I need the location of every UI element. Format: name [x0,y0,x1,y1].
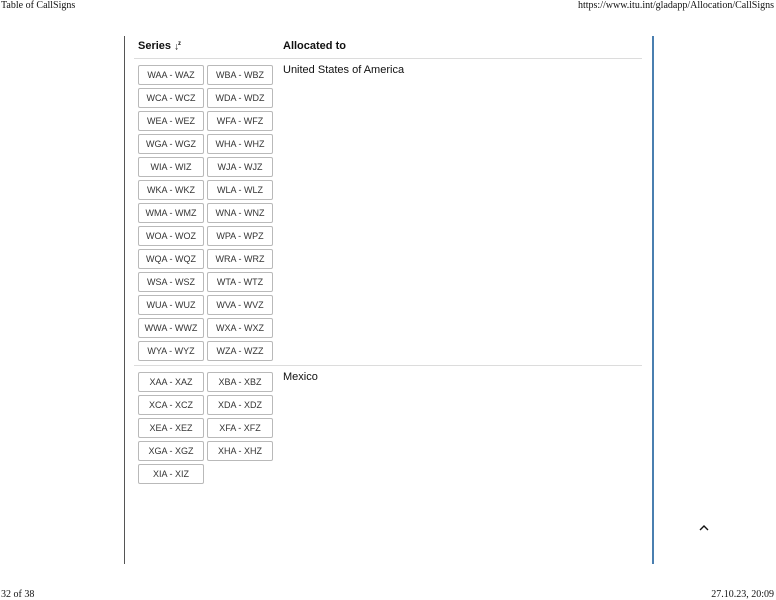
series-button[interactable]: WIA - WIZ [138,157,204,177]
series-button[interactable]: WEA - WEZ [138,111,204,131]
series-button[interactable]: WNA - WNZ [207,203,273,223]
content-right-border [652,36,654,564]
print-header-url: https://www.itu.int/gladapp/Allocation/CallSigns [577,0,774,11]
series-button[interactable]: WAA - WAZ [138,65,204,85]
chevron-up-icon[interactable] [697,521,711,535]
content-left-border [124,36,125,564]
series-button[interactable]: WFA - WFZ [207,111,273,131]
table-header [134,36,642,59]
series-list [138,372,278,484]
series-button[interactable]: WHA - WHZ [207,134,273,154]
series-button[interactable]: XEA - XEZ [138,418,204,438]
series-button[interactable]: WKA - WKZ [138,180,204,200]
series-button[interactable]: WCA - WCZ [138,88,204,108]
series-button[interactable]: WDA - WDZ [207,88,273,108]
series-button[interactable]: XHA - XHZ [207,441,273,461]
callsign-table [134,36,642,490]
series-button[interactable]: XIA - XIZ [138,464,204,484]
series-button[interactable]: WQA - WQZ [138,249,204,269]
allocated-country: Mexico [283,371,318,383]
series-button[interactable]: WVA - WVZ [207,295,273,315]
series-button[interactable]: XBA - XBZ [207,372,273,392]
series-button[interactable]: WPA - WPZ [207,226,273,246]
series-button[interactable]: WUA - WUZ [138,295,204,315]
series-button[interactable]: WYA - WYZ [138,341,204,361]
table-row [134,366,642,490]
series-button[interactable]: XAA - XAZ [138,372,204,392]
series-button[interactable]: XCA - XCZ [138,395,204,415]
print-footer-datetime: 27.10.23, 20:09 [711,589,774,600]
series-button[interactable]: WOA - WOZ [138,226,204,246]
series-button[interactable]: XGA - XGZ [138,441,204,461]
series-list [138,65,278,361]
sort-descending-icon[interactable]: ↓$^z$ [174,40,181,52]
series-button[interactable]: XFA - XFZ [207,418,273,438]
series-button[interactable]: WLA - WLZ [207,180,273,200]
series-button[interactable]: WWA - WWZ [138,318,204,338]
series-button[interactable]: XDA - XDZ [207,395,273,415]
column-header-allocated: Allocated to [283,40,346,52]
column-header-series[interactable] [138,40,180,52]
series-button[interactable]: WXA - WXZ [207,318,273,338]
table-row [134,59,642,366]
series-button[interactable]: WJA - WJZ [207,157,273,177]
series-button[interactable]: WBA - WBZ [207,65,273,85]
series-button[interactable]: WSA - WSZ [138,272,204,292]
print-footer-page: 32 of 38 [1,589,35,600]
series-button[interactable]: WGA - WGZ [138,134,204,154]
column-header-series-label: Series [138,40,172,52]
series-button[interactable]: WTA - WTZ [207,272,273,292]
series-button[interactable]: WZA - WZZ [207,341,273,361]
print-header-title: Table of CallSigns [1,0,76,11]
allocated-country: United States of America [283,64,405,76]
series-button[interactable]: WMA - WMZ [138,203,204,223]
series-button[interactable]: WRA - WRZ [207,249,273,269]
